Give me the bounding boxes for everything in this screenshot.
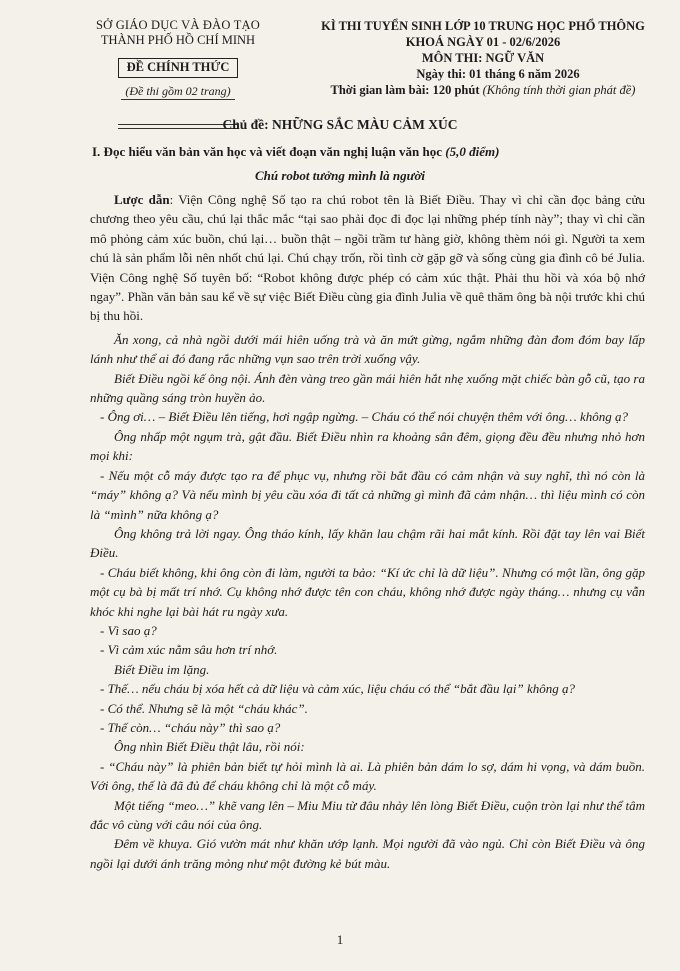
topic-heading: Chủ đề: NHỮNG SẮC MÀU CẢM XÚC — [222, 117, 458, 132]
intro-paragraph — [90, 190, 645, 326]
intro-label: Lược dẫn — [114, 192, 170, 207]
time-note: (Không tính thời gian phát đề) — [482, 83, 636, 97]
exam-session: KHOÁ NGÀY 01 - 02/6/2026 — [405, 35, 561, 49]
story-paragraph: Ông không trả lời ngay. Ông tháo kính, lấy khăn lau chậm rãi hai mắt kính. Rồi đặt tay lên vai Biết Điều. — [90, 525, 645, 561]
section-title: I. Đọc hiểu văn bản văn học và viết đoạn văn nghị luận văn học — [92, 144, 443, 159]
exam-date: Ngày thi: 01 tháng 6 năm 2026 — [416, 67, 580, 81]
section-heading — [92, 144, 499, 160]
time-label: Thời gian làm bài: 120 phút — [330, 83, 480, 97]
story-paragraph: Một tiếng “meo…” khẽ vang lên – Miu Miu từ đâu nhảy lên lòng Biết Điều, cuộn tròn lại như thể tâm đắc vô cùng với câu nói của ông. — [90, 797, 645, 832]
pages-note: (Đề thi gồm 02 trang) — [121, 84, 234, 100]
story-paragraph: Ông nhấp một ngụm trà, gật đầu. Biết Điều nhìn ra khoảng sân đêm, giọng đều đều nhưng nhỏ hơn mọi khi: — [90, 428, 645, 464]
header-left — [78, 18, 278, 100]
story-paragraph: Biết Điều ngồi kế ông nội. Ánh đèn vàng treo gần mái hiên hắt nhẹ xuống mặt chiếc bàn gỗ cũ, tạo ra những quầng sáng tròn huyền ảo. — [90, 370, 645, 406]
exam-time — [298, 82, 668, 98]
exam-name: KÌ THI TUYỂN SINH LỚP 10 TRUNG HỌC PHỔ THÔNG — [321, 19, 645, 33]
story-title: Chú robot tưởng mình là người — [254, 168, 426, 183]
header-right — [298, 18, 668, 98]
city-name: THÀNH PHỐ HỒ CHÍ MINH — [100, 33, 256, 47]
story-paragraph: Ông nhìn Biết Điều thật lâu, rồi nói: — [114, 739, 305, 755]
story-paragraph: - “Cháu này” là phiên bản biết tự hỏi mình là ai. Là phiên bản dám lo sợ, dám hi vọng, và dám buồn. Với ông, thế là đã đủ để cháu không chỉ là một cỗ máy. — [90, 758, 645, 794]
intro-text: : Viện Công nghệ Số tạo ra chú robot tên là Biết Điều. Thay vì chỉ cần đọc bảng cửu chương theo yêu cầu, chú lại thắc mắc “tại sao phải đọc đi đọc lại những phép tính này”; thay vì chỉ cần mô phỏng cảm xúc buồn, chú lại… buồn thật – ngồi trầm tư hàng giờ, không thèm nói gì. Người ta xem chú là sản phẩm lỗi nên nhốt chú lại. Chú chạy trốn, rồi tình cờ gặp gỡ và sống cùng gia đình cô bé Julia. Viện Công nghệ Số tuyên bố: “Robot không được phép có cảm xúc thật. Phải thu hồi và xóa bộ nhớ ngay”. Phần văn bản sau kể về sự việc Biết Điều cùng gia đình Julia về quê thăm ông bà nội trước khi chú bị thu hồi. — [90, 192, 645, 324]
story-paragraph: - Vì sao ạ? — [100, 622, 157, 638]
story-paragraph: - Ông ơi… – Biết Điều lên tiếng, hơi ngập ngừng. – Cháu có thể nói chuyện thêm với ông… không ạ? — [100, 409, 628, 425]
story-text — [90, 330, 645, 873]
story-paragraph: - Vì cảm xúc nằm sâu hơn trí nhớ. — [100, 642, 278, 658]
story-paragraph: - Nếu một cỗ máy được tạo ra để phục vụ, nhưng rồi bắt đầu có cảm nhận và suy nghĩ, thì nó còn là “máy” không ạ? Và nếu mình bị yêu cầu xóa đi tất cả những gì mình đã cảm nhận… thì liệu mình có còn là “mình” nữa không ạ? — [90, 467, 645, 522]
department-name: SỞ GIÁO DỤC VÀ ĐÀO TẠO — [95, 18, 260, 32]
story-paragraph: Ăn xong, cả nhà ngồi dưới mái hiên uống trà và ăn mứt gừng, ngắm những đàn đom đóm bay lấp lánh như thể ai đó đang rắc những vụn sao trên trời xuống vậy. — [90, 331, 645, 367]
story-paragraph: Biết Điều im lặng. — [114, 661, 210, 677]
story-paragraph: Đêm về khuya. Gió vườn mát như khăn ướp lạnh. Mọi người đã vào ngủ. Chỉ còn Biết Điều và ông ngồi lại dưới ánh trăng mỏng như một đường kẻ bút màu. — [90, 836, 645, 871]
reading-passage — [90, 190, 645, 873]
story-paragraph: - Thế còn… “cháu này” thì sao ạ? — [100, 719, 281, 735]
exam-subject: MÔN THI: NGỮ VĂN — [421, 51, 545, 65]
story-paragraph: - Thế… nếu cháu bị xóa hết cả dữ liệu và cảm xúc, liệu cháu có thể “bắt đầu lại” không ạ? — [100, 681, 575, 697]
official-badge: ĐỀ CHÍNH THỨC — [118, 58, 238, 78]
section-points: (5,0 điểm) — [445, 144, 500, 159]
page-number: 1 — [336, 932, 344, 947]
story-paragraph: - Cháu biết không, khi ông còn đi làm, người ta bảo: “Kí ức chỉ là dữ liệu”. Nhưng có một lần, ông gặp một cụ bà bị mất trí nhớ. Cụ không nhớ được tên con cháu, không nhớ được ngày tháng… nhưng cụ vẫn khóc khi nghe lại bài hát ru ngày xưa. — [90, 564, 645, 619]
story-paragraph: - Có thể. Nhưng sẽ là một “cháu khác”. — [100, 700, 308, 716]
